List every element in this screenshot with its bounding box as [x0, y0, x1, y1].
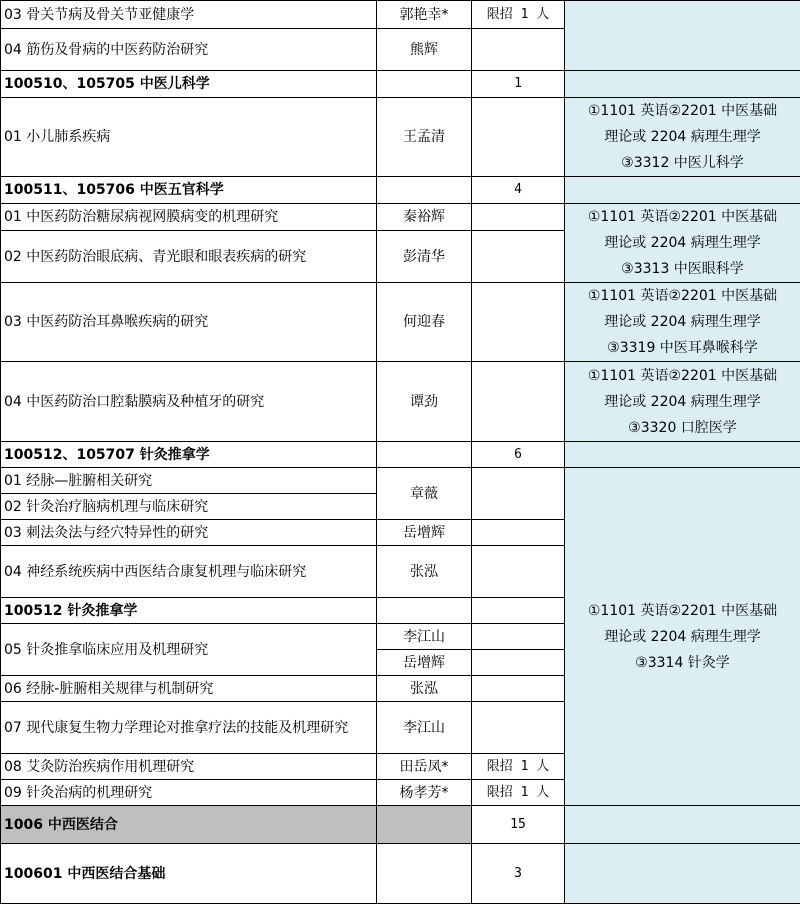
- table-row: [1, 204, 800, 231]
- direction-name: 04 神经系统疾病中西医结合康复机理与临床研究: [1, 546, 377, 598]
- enrollment-count: [472, 598, 565, 624]
- enrollment-count: [472, 624, 565, 650]
- advisor-name: 杨孝芳*: [377, 780, 472, 806]
- exam-line: ③3319 中医耳鼻喉科学: [607, 340, 758, 356]
- direction-name: 04 筋伤及骨病的中医药防治研究: [1, 29, 377, 71]
- enrollment-count: 1: [472, 71, 565, 98]
- direction-name: 09 针灸治病的机理研究: [1, 780, 377, 806]
- major-name: 100510、105705 中医儿科学: [1, 71, 377, 98]
- advisor-name: [377, 442, 472, 468]
- enrollment-count: [472, 362, 565, 442]
- direction-name: 04 中医药防治口腔黏膜病及种植牙的研究: [1, 362, 377, 442]
- direction-name: 01 中医药防治糖尿病视网膜病变的机理研究: [1, 204, 377, 231]
- advisor-name: 张泓: [377, 546, 472, 598]
- exam-subjects: [565, 806, 800, 844]
- major-header-row: [1, 442, 800, 468]
- direction-name: 05 针灸推拿临床应用及机理研究: [1, 624, 377, 676]
- exam-line: 理论或 2204 病理生理学: [604, 314, 761, 330]
- table-row: [1, 362, 800, 442]
- advisor-name: 彭清华: [377, 231, 472, 283]
- discipline-header-row: [1, 806, 800, 844]
- advisor-name: [377, 71, 472, 98]
- advisor-name: 熊辉: [377, 29, 472, 71]
- enrollment-count: 限招 1 人: [472, 754, 565, 780]
- table-row: [1, 1, 800, 29]
- advisor-name: 郭艳幸*: [377, 1, 472, 29]
- direction-name: 01 经脉—脏腑相关研究: [1, 468, 377, 494]
- exam-subjects: [565, 71, 800, 98]
- advisor-name: 秦裕辉: [377, 204, 472, 231]
- enrollment-count: [472, 702, 565, 754]
- enrollment-count: [472, 546, 565, 598]
- enrollment-count: 15: [472, 806, 565, 844]
- exam-subjects: [565, 362, 800, 442]
- table-row: [1, 468, 800, 494]
- enrollment-count: [472, 650, 565, 676]
- exam-line: ①1101 英语②2201 中医基础: [587, 367, 778, 384]
- exam-subjects: [565, 844, 800, 904]
- major-header-row: [1, 71, 800, 98]
- exam-subjects: [565, 98, 800, 177]
- exam-line: 理论或 2204 病理生理学: [604, 628, 761, 645]
- advisor-name: 何迎春: [377, 283, 472, 362]
- enrollment-count: 6: [472, 442, 565, 468]
- direction-name: 08 艾灸防治疾病作用机理研究: [1, 754, 377, 780]
- advisor-name: 李江山: [377, 624, 472, 650]
- table-row: [1, 98, 800, 177]
- direction-name: 01 小儿肺系疾病: [1, 98, 377, 177]
- enrollment-count: 限招 1 人: [472, 1, 565, 29]
- advisor-name: 岳增辉: [377, 520, 472, 546]
- direction-name: 02 针灸治疗脑病机理与临床研究: [1, 494, 377, 520]
- discipline-name: 1006 中西医结合: [1, 806, 377, 844]
- enrollment-count: 4: [472, 177, 565, 204]
- advisor-name: [377, 844, 472, 904]
- major-name: 100512、105707 针灸推拿学: [1, 442, 377, 468]
- enrollment-count: [472, 676, 565, 702]
- enrollment-count: 限招 1 人: [472, 780, 565, 806]
- major-name: 100511、105706 中医五官科学: [1, 177, 377, 204]
- advisor-name: 张泓: [377, 676, 472, 702]
- direction-name: 03 中医药防治耳鼻喉疾病的研究: [1, 283, 377, 362]
- exam-subjects: [565, 177, 800, 204]
- exam-line: ③3313 中医眼科学: [621, 261, 744, 277]
- exam-line: ①1101 英语②2201 中医基础: [587, 288, 778, 304]
- advisor-name: 岳增辉: [377, 650, 472, 676]
- enrollment-count: [472, 468, 565, 520]
- enrollment-count: [472, 29, 565, 71]
- exam-line: ①1101 英语②2201 中医基础: [587, 209, 778, 225]
- enrollment-count: 3: [472, 844, 565, 904]
- enrollment-count: [472, 204, 565, 231]
- advisor-name: 章薇: [377, 468, 472, 520]
- major-name: 100512 针灸推拿学: [1, 598, 377, 624]
- major-header-row: [1, 177, 800, 204]
- advisor-name: [377, 598, 472, 624]
- enrollment-count: [472, 98, 565, 177]
- exam-subjects: [565, 283, 800, 362]
- direction-name: 03 骨关节病及骨关节亚健康学: [1, 1, 377, 29]
- major-header-row: [1, 844, 800, 904]
- enrollment-count: [472, 231, 565, 283]
- advisor-name: 谭劲: [377, 362, 472, 442]
- exam-line: ①1101 英语②2201 中医基础: [587, 602, 778, 619]
- exam-line: ③3314 针灸学: [635, 654, 730, 671]
- enrollment-count: [472, 520, 565, 546]
- advisor-name: 王孟清: [377, 98, 472, 177]
- advisor-name: 田岳凤*: [377, 754, 472, 780]
- exam-subjects: [565, 204, 800, 283]
- direction-name: 02 中医药防治眼底病、青光眼和眼表疾病的研究: [1, 231, 377, 283]
- exam-subjects: [565, 442, 800, 468]
- advisor-name: [377, 806, 472, 844]
- advisor-name: 李江山: [377, 702, 472, 754]
- exam-line: 理论或 2204 病理生理学: [604, 235, 761, 251]
- major-name: 100601 中西医结合基础: [1, 844, 377, 904]
- direction-name: 07 现代康复生物力学理论对推拿疗法的技能及机理研究: [1, 702, 377, 754]
- exam-subjects: [565, 1, 800, 71]
- exam-line: ③3312 中医儿科学: [621, 155, 744, 171]
- exam-line: 理论或 2204 病理生理学: [604, 393, 761, 410]
- exam-line: 理论或 2204 病理生理学: [604, 129, 761, 145]
- exam-subjects: [565, 468, 800, 806]
- direction-name: 06 经脉-脏腑相关规律与机制研究: [1, 676, 377, 702]
- table-row: [1, 283, 800, 362]
- enrollment-count: [472, 283, 565, 362]
- direction-name: 03 刺法灸法与经穴特异性的研究: [1, 520, 377, 546]
- exam-line: ③3320 口腔医学: [628, 419, 737, 436]
- advisor-name: [377, 177, 472, 204]
- exam-line: ①1101 英语②2201 中医基础: [587, 103, 778, 119]
